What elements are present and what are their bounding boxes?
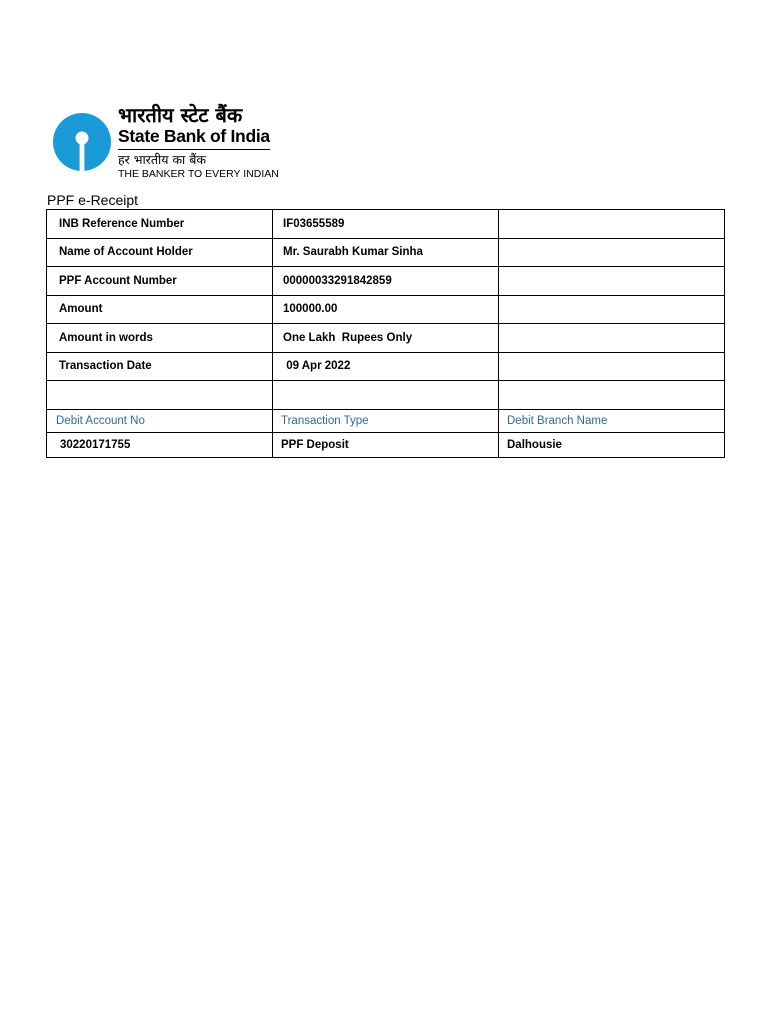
row-value: 09 Apr 2022 [273, 352, 499, 381]
row-label: Amount [47, 295, 273, 324]
empty-cell [499, 381, 725, 410]
row-value: IF03655589 [273, 210, 499, 239]
row-label: Transaction Date [47, 352, 273, 381]
table-row [47, 295, 725, 324]
empty-cell [47, 381, 273, 410]
receipt-title: PPF e-Receipt [47, 192, 139, 208]
debit-header-row [47, 409, 725, 432]
table-row [47, 352, 725, 381]
transaction-type-header: Transaction Type [273, 409, 499, 432]
empty-cell [499, 267, 725, 296]
debit-account-header: Debit Account No [47, 409, 273, 432]
table-row [47, 324, 725, 353]
bank-name-block [118, 104, 278, 181]
row-label: Amount in words [47, 324, 273, 353]
receipt-table [46, 209, 725, 458]
sbi-logo [52, 104, 282, 180]
empty-cell [499, 295, 725, 324]
empty-cell [499, 352, 725, 381]
table-row [47, 267, 725, 296]
row-label: PPF Account Number [47, 267, 273, 296]
empty-cell [273, 381, 499, 410]
blank-row [47, 381, 725, 410]
row-value: 100000.00 [273, 295, 499, 324]
sbi-logo-icon [52, 112, 112, 172]
row-label: Name of Account Holder [47, 238, 273, 267]
logo-divider [118, 149, 270, 150]
debit-account-value: 30220171755 [47, 432, 273, 457]
debit-branch-value: Dalhousie [499, 432, 725, 457]
debit-data-row [47, 432, 725, 457]
row-value: Mr. Saurabh Kumar Sinha [273, 238, 499, 267]
transaction-type-value: PPF Deposit [273, 432, 499, 457]
bank-name-hindi: भारतीय स्टेट बैंक [118, 103, 243, 127]
table-row [47, 238, 725, 267]
tagline-hindi: हर भारतीय का बैंक [118, 152, 206, 167]
bank-name-english: State Bank of India [118, 126, 270, 146]
tagline-english: THE BANKER TO EVERY INDIAN [118, 168, 279, 180]
table-row [47, 210, 725, 239]
row-value: 00000033291842859 [273, 267, 499, 296]
row-label: INB Reference Number [47, 210, 273, 239]
row-value: One Lakh Rupees Only [273, 324, 499, 353]
empty-cell [499, 210, 725, 239]
debit-branch-header: Debit Branch Name [499, 409, 725, 432]
empty-cell [499, 238, 725, 267]
empty-cell [499, 324, 725, 353]
